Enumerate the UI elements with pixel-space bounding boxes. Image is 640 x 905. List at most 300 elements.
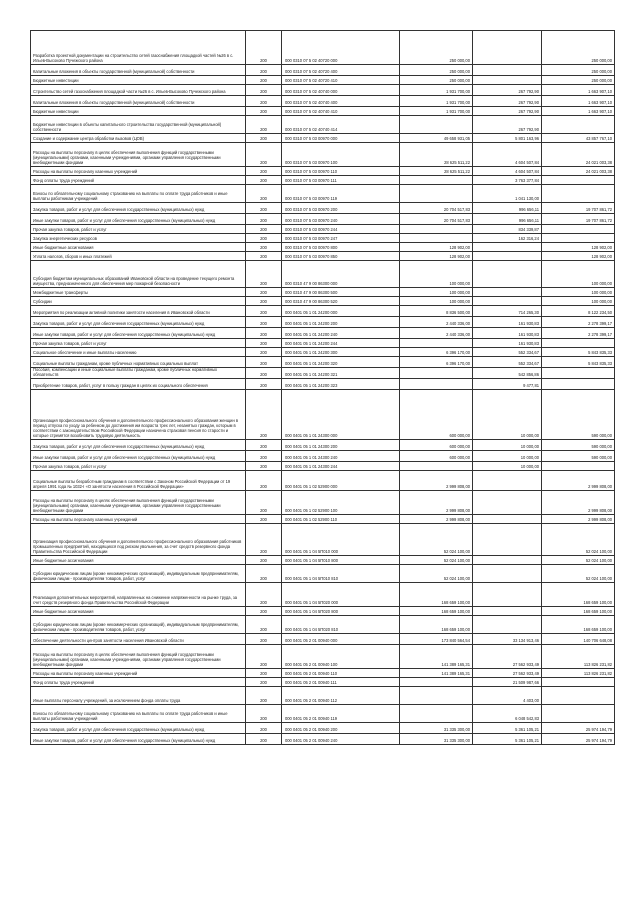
row-approved-amount: 100 000,00 (400, 297, 473, 306)
table-row (31, 107, 615, 116)
row-line-code: 200 (246, 379, 282, 390)
row-line-code: 200 (246, 462, 282, 471)
table-row (31, 583, 615, 607)
row-executed-amount: 27 562 933,49 (473, 669, 542, 678)
row-executed-amount (473, 471, 542, 491)
table-row (31, 357, 615, 368)
row-remaining-amount: 2 278 399,17 (542, 328, 615, 339)
table-row (31, 687, 615, 705)
row-budget-code: 000 0310 07 5 02 40740 400 (282, 96, 400, 107)
row-name: Закупка товаров, работ и услуг для обеспечения государственных (муниципальных) нужд (31, 317, 246, 328)
row-name: Иные закупки товаров, работ и услуг для обеспечения государственных (муниципальных) нужд (31, 214, 246, 225)
row-line-code: 200 (246, 634, 282, 645)
table-row (31, 515, 615, 524)
row-remaining-amount: 8 122 234,50 (542, 306, 615, 317)
row-approved-amount: 250 000,00 (400, 31, 473, 65)
table-row (31, 390, 615, 440)
row-approved-amount (400, 705, 473, 723)
row-approved-amount: 128 902,00 (400, 252, 473, 261)
row-executed-amount: 267 792,90 (473, 116, 542, 134)
row-approved-amount: 49 658 931,05 (400, 134, 473, 143)
row-executed-amount: 5 361 105,21 (473, 734, 542, 745)
row-name: Взносы по обязательному социальному страхованию на выплаты по оплате труда работников и иные выплаты работникам учреждений (31, 185, 246, 203)
row-executed-amount: 21 509 987,66 (473, 678, 542, 687)
row-line-code: 200 (246, 348, 282, 357)
row-remaining-amount: 100 000,00 (542, 297, 615, 306)
row-approved-amount (400, 234, 473, 243)
row-budget-code: 000 0401 05 1 01 24200 000 (282, 306, 400, 317)
row-budget-code: 000 0310 07 5 02 40740 414 (282, 116, 400, 134)
row-executed-amount: 542 856,86 (473, 368, 542, 379)
table-row (31, 243, 615, 252)
row-line-code: 200 (246, 440, 282, 451)
row-executed-amount: 10 000,00 (473, 390, 542, 440)
row-executed-amount (473, 252, 542, 261)
row-remaining-amount (542, 678, 615, 687)
table-row (31, 471, 615, 491)
row-budget-code: 000 0310 07 5 03 00970 240 (282, 214, 400, 225)
table-row (31, 565, 615, 583)
row-name: Закупка товаров, работ и услуг для обеспечения государственных (муниципальных) нужд (31, 203, 246, 214)
table-row (31, 524, 615, 556)
row-name: Капитальные вложения в объекты государственной (муниципальной) собственности (31, 65, 246, 76)
table-row (31, 203, 615, 214)
row-executed-amount: 27 562 933,49 (473, 645, 542, 669)
row-name: Уплата налогов, сборов и иных платежей (31, 252, 246, 261)
row-executed-amount: 714 265,30 (473, 306, 542, 317)
row-approved-amount: 52 024 100,00 (400, 565, 473, 583)
row-executed-amount (473, 65, 542, 76)
row-executed-amount: 996 656,11 (473, 214, 542, 225)
row-budget-code: 000 0401 05 1 02 52900 100 (282, 491, 400, 515)
table-row (31, 462, 615, 471)
row-approved-amount: 20 704 517,83 (400, 203, 473, 214)
row-remaining-amount (542, 185, 615, 203)
row-remaining-amount: 250 000,00 (542, 76, 615, 85)
row-executed-amount (473, 616, 542, 634)
row-budget-code: 000 0401 05 1 02 52900 110 (282, 515, 400, 524)
table-row (31, 225, 615, 234)
row-budget-code: 000 0401 05 1 04 5П010 810 (282, 565, 400, 583)
row-remaining-amount: 19 707 861,72 (542, 203, 615, 214)
row-name: Прочая закупка товаров, работ и услуг (31, 339, 246, 348)
row-line-code: 200 (246, 234, 282, 243)
row-executed-amount: 161 930,83 (473, 339, 542, 348)
row-budget-code: 000 0401 05 2 01 00940 000 (282, 634, 400, 645)
row-executed-amount (473, 583, 542, 607)
row-line-code: 200 (246, 288, 282, 297)
row-executed-amount (473, 243, 542, 252)
row-budget-code: 000 0401 05 1 01 24200 240 (282, 328, 400, 339)
row-budget-code: 000 0401 05 1 01 24200 300 (282, 348, 400, 357)
row-remaining-amount: 168 659 100,00 (542, 607, 615, 616)
row-approved-amount: 2 999 808,00 (400, 491, 473, 515)
row-line-code: 200 (246, 556, 282, 565)
table-row (31, 167, 615, 176)
row-executed-amount: 6 048 542,83 (473, 705, 542, 723)
row-budget-code: 000 0310 07 5 03 00970 100 (282, 143, 400, 167)
row-name: Социальное обеспечение и иные выплаты населению (31, 348, 246, 357)
row-name: Расходы на выплаты персоналу казенных учреждений (31, 167, 246, 176)
row-name: Обеспечение деятельности центров занятости населения Ивановской области (31, 634, 246, 645)
table-row (31, 252, 615, 261)
row-approved-amount: 2 999 808,00 (400, 515, 473, 524)
row-line-code: 200 (246, 471, 282, 491)
row-budget-code: 000 0401 05 1 04 5П010 000 (282, 524, 400, 556)
table-row (31, 65, 615, 76)
row-executed-amount: 552 334,67 (473, 348, 542, 357)
row-budget-code: 000 0401 05 1 01 24200 200 (282, 317, 400, 328)
row-line-code: 200 (246, 134, 282, 143)
row-remaining-amount: 25 974 194,79 (542, 723, 615, 734)
row-name: Расходы на выплаты персоналу в целях обеспечения выполнения функций государственными (муниципальными) органами, казенными учреждениями, органами управления государственными внебюджетными фондами (31, 645, 246, 669)
table-row (31, 339, 615, 348)
table-row (31, 288, 615, 297)
row-executed-amount (473, 556, 542, 565)
row-executed-amount: 267 792,90 (473, 85, 542, 96)
table-row (31, 317, 615, 328)
row-executed-amount (473, 524, 542, 556)
row-line-code: 200 (246, 107, 282, 116)
row-remaining-amount: 24 021 003,38 (542, 167, 615, 176)
row-name: Иные выплаты персоналу учреждений, за исключением фонда оплаты труда (31, 687, 246, 705)
row-line-code: 200 (246, 297, 282, 306)
row-remaining-amount: 2 999 808,00 (542, 515, 615, 524)
row-line-code: 200 (246, 328, 282, 339)
row-remaining-amount: 128 902,00 (542, 243, 615, 252)
table-row (31, 348, 615, 357)
row-budget-code: 000 0310 07 5 03 00970 119 (282, 185, 400, 203)
row-approved-amount: 52 024 100,00 (400, 556, 473, 565)
row-approved-amount: 250 000,00 (400, 65, 473, 76)
row-name: Приобретение товаров, работ, услуг в пользу граждан в целях их социального обеспечения (31, 379, 246, 390)
row-approved-amount: 2 440 336,00 (400, 317, 473, 328)
row-remaining-amount: 140 706 648,08 (542, 634, 615, 645)
row-name: Взносы по обязательному социальному страхованию на выплаты по оплате труда работников и иные выплаты работникам учреждений (31, 705, 246, 723)
row-approved-amount: 31 335 300,00 (400, 734, 473, 745)
row-approved-amount (400, 225, 473, 234)
row-remaining-amount: 590 000,00 (542, 390, 615, 440)
row-name: Капитальные вложения в объекты государственной (муниципальной) собственности (31, 96, 246, 107)
row-approved-amount: 2 999 808,00 (400, 471, 473, 491)
row-budget-code: 000 0401 05 1 04 5П020 000 (282, 583, 400, 607)
table-row (31, 678, 615, 687)
row-remaining-amount: 1 663 907,10 (542, 107, 615, 116)
row-name: Прочая закупка товаров, работ и услуг (31, 225, 246, 234)
row-executed-amount: 4 604 507,84 (473, 167, 542, 176)
row-name: Межбюджетные трансферты (31, 288, 246, 297)
row-remaining-amount: 590 000,00 (542, 451, 615, 462)
row-name: Прочая закупка товаров, работ и услуг (31, 462, 246, 471)
row-approved-amount: 600 000,00 (400, 440, 473, 451)
row-remaining-amount (542, 225, 615, 234)
row-executed-amount: 267 792,90 (473, 107, 542, 116)
row-line-code: 200 (246, 368, 282, 379)
row-budget-code: 000 0401 05 1 01 24200 321 (282, 368, 400, 379)
row-approved-amount: 600 000,00 (400, 451, 473, 462)
table-body (31, 31, 615, 745)
row-budget-code: 000 0401 05 1 01 24200 244 (282, 339, 400, 348)
row-remaining-amount: 1 663 907,10 (542, 96, 615, 107)
row-remaining-amount: 2 999 808,00 (542, 471, 615, 491)
table-row (31, 645, 615, 669)
table-row (31, 76, 615, 85)
row-line-code: 200 (246, 390, 282, 440)
row-line-code: 200 (246, 669, 282, 678)
row-executed-amount: 10 000,00 (473, 440, 542, 451)
row-executed-amount: 1 041 130,00 (473, 185, 542, 203)
row-line-code: 200 (246, 261, 282, 288)
row-budget-code: 000 0310 47 9 00 86300 000 (282, 261, 400, 288)
row-line-code: 200 (246, 451, 282, 462)
row-line-code: 200 (246, 306, 282, 317)
row-name: Фонд оплаты труда учреждений (31, 678, 246, 687)
row-name: Бюджетные инвестиции (31, 107, 246, 116)
row-line-code: 200 (246, 687, 282, 705)
row-approved-amount: 1 931 700,00 (400, 85, 473, 96)
row-budget-code: 000 0310 07 5 02 40720 410 (282, 76, 400, 85)
row-approved-amount: 8 836 500,00 (400, 306, 473, 317)
row-approved-amount: 28 625 511,22 (400, 167, 473, 176)
row-remaining-amount: 2 999 808,00 (542, 491, 615, 515)
row-executed-amount: 4 403,00 (473, 687, 542, 705)
row-budget-code: 000 0310 07 5 03 00970 850 (282, 252, 400, 261)
row-executed-amount: 161 930,83 (473, 328, 542, 339)
table-row (31, 723, 615, 734)
row-line-code: 200 (246, 76, 282, 85)
row-remaining-amount (542, 462, 615, 471)
table-row (31, 261, 615, 288)
row-remaining-amount (542, 234, 615, 243)
row-line-code: 200 (246, 565, 282, 583)
row-approved-amount (400, 185, 473, 203)
row-executed-amount (473, 491, 542, 515)
row-executed-amount (473, 565, 542, 583)
row-remaining-amount (542, 339, 615, 348)
row-remaining-amount (542, 379, 615, 390)
row-approved-amount (400, 462, 473, 471)
row-name: Иные закупки товаров, работ и услуг для обеспечения государственных (муниципальных) нужд (31, 734, 246, 745)
row-line-code: 200 (246, 317, 282, 328)
row-executed-amount: 10 000,00 (473, 451, 542, 462)
row-line-code: 200 (246, 705, 282, 723)
row-line-code: 200 (246, 185, 282, 203)
row-executed-amount: 5 801 163,96 (473, 134, 542, 143)
row-remaining-amount: 52 024 100,00 (542, 565, 615, 583)
row-budget-code: 000 0401 05 1 02 52900 000 (282, 471, 400, 491)
row-approved-amount (400, 687, 473, 705)
row-approved-amount (400, 339, 473, 348)
row-name: Иные закупки товаров, работ и услуг для обеспечения государственных (муниципальных) нужд (31, 451, 246, 462)
row-name: Закупка товаров, работ и услуг для обеспечения государственных (муниципальных) нужд (31, 440, 246, 451)
row-name: Субсидия бюджетам муниципальных образований Ивановской области на проведение текущего ремонта имущества, предназначенного для обеспечения мер пожарной безопасности (31, 261, 246, 288)
row-remaining-amount (542, 116, 615, 134)
row-executed-amount: 33 134 913,46 (473, 634, 542, 645)
row-line-code: 200 (246, 116, 282, 134)
row-name: Иные бюджетные ассигнования (31, 243, 246, 252)
row-executed-amount: 996 656,11 (473, 203, 542, 214)
row-remaining-amount: 25 974 194,79 (542, 734, 615, 745)
row-budget-code: 000 0401 05 2 01 00940 112 (282, 687, 400, 705)
row-budget-code: 000 0401 05 2 01 00940 200 (282, 723, 400, 734)
table-row (31, 328, 615, 339)
row-line-code: 200 (246, 243, 282, 252)
row-remaining-amount: 168 659 100,00 (542, 583, 615, 607)
table-row (31, 634, 615, 645)
table-row (31, 176, 615, 185)
row-executed-amount: 267 792,90 (473, 96, 542, 107)
row-name: Реализация дополнительных мероприятий, направленных на снижение напряженности на рынке труда, за счет средств резервного фонда Правительства Российской Федерации (31, 583, 246, 607)
row-remaining-amount (542, 176, 615, 185)
row-line-code: 200 (246, 357, 282, 368)
row-budget-code: 000 0310 07 5 02 40720 400 (282, 65, 400, 76)
row-approved-amount: 2 440 336,00 (400, 328, 473, 339)
row-name: Бюджетные инвестиции в объекты капитального строительства государственной (муниципальной) собственности (31, 116, 246, 134)
row-remaining-amount: 590 000,00 (542, 440, 615, 451)
row-budget-code: 000 0401 05 1 04 5П020 800 (282, 607, 400, 616)
row-approved-amount (400, 368, 473, 379)
row-approved-amount: 31 335 300,00 (400, 723, 473, 734)
table-row (31, 214, 615, 225)
row-name: Закупка товаров, работ и услуг для обеспечения государственных (муниципальных) нужд (31, 723, 246, 734)
row-executed-amount (473, 607, 542, 616)
row-name: Иные бюджетные ассигнования (31, 556, 246, 565)
row-budget-code: 000 0401 05 1 01 24300 000 (282, 390, 400, 440)
row-approved-amount: 173 840 564,54 (400, 634, 473, 645)
row-name: Организация профессионального обучения и дополнительного профессионального образования женщин в период отпуска по уходу за ребенком до достижения им возраста трех лет, незанятых граждан, которым в соответствии с законодательством Российской Федерации назначена страховая пенсия по старости и которые стремятся возобновить трудовую деятельность (31, 390, 246, 440)
row-remaining-amount: 2 278 399,17 (542, 317, 615, 328)
row-budget-code: 000 0401 05 2 01 00940 110 (282, 669, 400, 678)
row-budget-code: 000 0401 05 1 01 24200 323 (282, 379, 400, 390)
table-row (31, 297, 615, 306)
row-remaining-amount: 19 707 861,72 (542, 214, 615, 225)
row-remaining-amount: 43 857 767,10 (542, 134, 615, 143)
row-approved-amount: 52 024 100,00 (400, 524, 473, 556)
row-remaining-amount: 5 843 835,33 (542, 348, 615, 357)
table-row (31, 31, 615, 65)
table-row (31, 734, 615, 745)
row-executed-amount: 161 930,83 (473, 317, 542, 328)
row-budget-code: 000 0310 07 5 03 00970 111 (282, 176, 400, 185)
row-budget-code: 000 0310 07 5 03 00970 000 (282, 134, 400, 143)
row-executed-amount: 162 316,24 (473, 234, 542, 243)
row-remaining-amount: 168 659 100,00 (542, 616, 615, 634)
row-line-code: 200 (246, 515, 282, 524)
row-approved-amount: 250 000,00 (400, 76, 473, 85)
row-approved-amount: 168 659 100,00 (400, 607, 473, 616)
row-line-code: 200 (246, 203, 282, 214)
row-remaining-amount (542, 368, 615, 379)
row-remaining-amount: 100 000,00 (542, 261, 615, 288)
row-executed-amount (473, 515, 542, 524)
row-name: Расходы на выплаты персоналу казенных учреждений (31, 669, 246, 678)
row-budget-code: 000 0401 05 1 01 24300 244 (282, 462, 400, 471)
table-row (31, 306, 615, 317)
row-name: Социальные выплаты безработным гражданам в соответствии с Законом Российской Федерации от 19 апреля 1991 года № 1032-I «О занятости населения в Российской Федерации» (31, 471, 246, 491)
table-row (31, 491, 615, 515)
row-budget-code: 000 0401 05 2 01 00940 240 (282, 734, 400, 745)
row-executed-amount: 4 604 507,84 (473, 143, 542, 167)
row-executed-amount (473, 297, 542, 306)
row-line-code: 200 (246, 225, 282, 234)
row-approved-amount: 6 396 170,00 (400, 348, 473, 357)
budget-report-table (30, 30, 615, 745)
row-budget-code: 000 0310 07 5 03 00970 800 (282, 243, 400, 252)
row-line-code: 200 (246, 583, 282, 607)
row-approved-amount: 1 931 700,00 (400, 107, 473, 116)
row-name: Строительство сетей газоснабжения площадкой части №26 в с. Ильев-Высоково Пучежского района (31, 85, 246, 96)
table-row (31, 440, 615, 451)
row-approved-amount (400, 678, 473, 687)
row-budget-code: 000 0310 07 5 02 40740 000 (282, 85, 400, 96)
row-budget-code: 000 0310 07 5 02 40740 410 (282, 107, 400, 116)
row-remaining-amount (542, 705, 615, 723)
row-remaining-amount: 5 843 835,33 (542, 357, 615, 368)
row-remaining-amount: 1 663 907,10 (542, 85, 615, 96)
row-line-code: 200 (246, 607, 282, 616)
row-name: Расходы на выплаты персоналу казенных учреждений (31, 515, 246, 524)
row-budget-code: 000 0401 05 1 01 24300 200 (282, 440, 400, 451)
row-remaining-amount: 52 024 100,00 (542, 556, 615, 565)
row-line-code: 200 (246, 491, 282, 515)
row-line-code: 200 (246, 167, 282, 176)
row-budget-code: 000 0401 05 2 01 00940 119 (282, 705, 400, 723)
row-budget-code: 000 0401 05 1 01 24300 240 (282, 451, 400, 462)
row-line-code: 200 (246, 214, 282, 225)
row-name: Закупка энергетических ресурсов (31, 234, 246, 243)
row-name: Фонд оплаты труда учреждений (31, 176, 246, 185)
row-approved-amount: 1 931 700,00 (400, 96, 473, 107)
table-row (31, 134, 615, 143)
row-remaining-amount: 113 826 231,82 (542, 645, 615, 669)
row-approved-amount: 100 000,00 (400, 261, 473, 288)
table-row (31, 669, 615, 678)
table-row (31, 705, 615, 723)
row-line-code: 200 (246, 524, 282, 556)
row-name: Иные закупки товаров, работ и услуг для обеспечения государственных (муниципальных) нужд (31, 328, 246, 339)
row-budget-code: 000 0310 07 5 03 00970 200 (282, 203, 400, 214)
row-remaining-amount: 250 000,00 (542, 31, 615, 65)
table-row (31, 379, 615, 390)
table-row (31, 116, 615, 134)
row-line-code: 200 (246, 339, 282, 348)
row-name: Бюджетные инвестиции (31, 76, 246, 85)
row-line-code: 200 (246, 645, 282, 669)
table-row (31, 556, 615, 565)
table-row (31, 607, 615, 616)
row-remaining-amount: 100 000,00 (542, 288, 615, 297)
row-remaining-amount: 52 024 100,00 (542, 524, 615, 556)
row-name: Иные бюджетные ассигнования (31, 607, 246, 616)
row-budget-code: 000 0310 07 5 03 00970 247 (282, 234, 400, 243)
table-row (31, 85, 615, 96)
row-line-code: 200 (246, 252, 282, 261)
row-approved-amount: 141 389 165,31 (400, 645, 473, 669)
row-line-code: 200 (246, 143, 282, 167)
row-budget-code: 000 0401 05 1 04 5П010 800 (282, 556, 400, 565)
table-row (31, 185, 615, 203)
table-row (31, 143, 615, 167)
table-row (31, 234, 615, 243)
row-line-code: 200 (246, 96, 282, 107)
row-executed-amount (473, 261, 542, 288)
row-line-code: 200 (246, 734, 282, 745)
row-name: Разработка проектной документации на строительство сетей газоснабжения площадкой частей №26 в с. Ильев-Высоково Пучежского района (31, 31, 246, 65)
table-row (31, 451, 615, 462)
row-name: Субсидии юридическим лицам (кроме некоммерческих организаций), индивидуальным предпринимателям, физическим лицам - производителям товаров, работ, услуг (31, 565, 246, 583)
row-line-code: 200 (246, 31, 282, 65)
row-executed-amount (473, 288, 542, 297)
